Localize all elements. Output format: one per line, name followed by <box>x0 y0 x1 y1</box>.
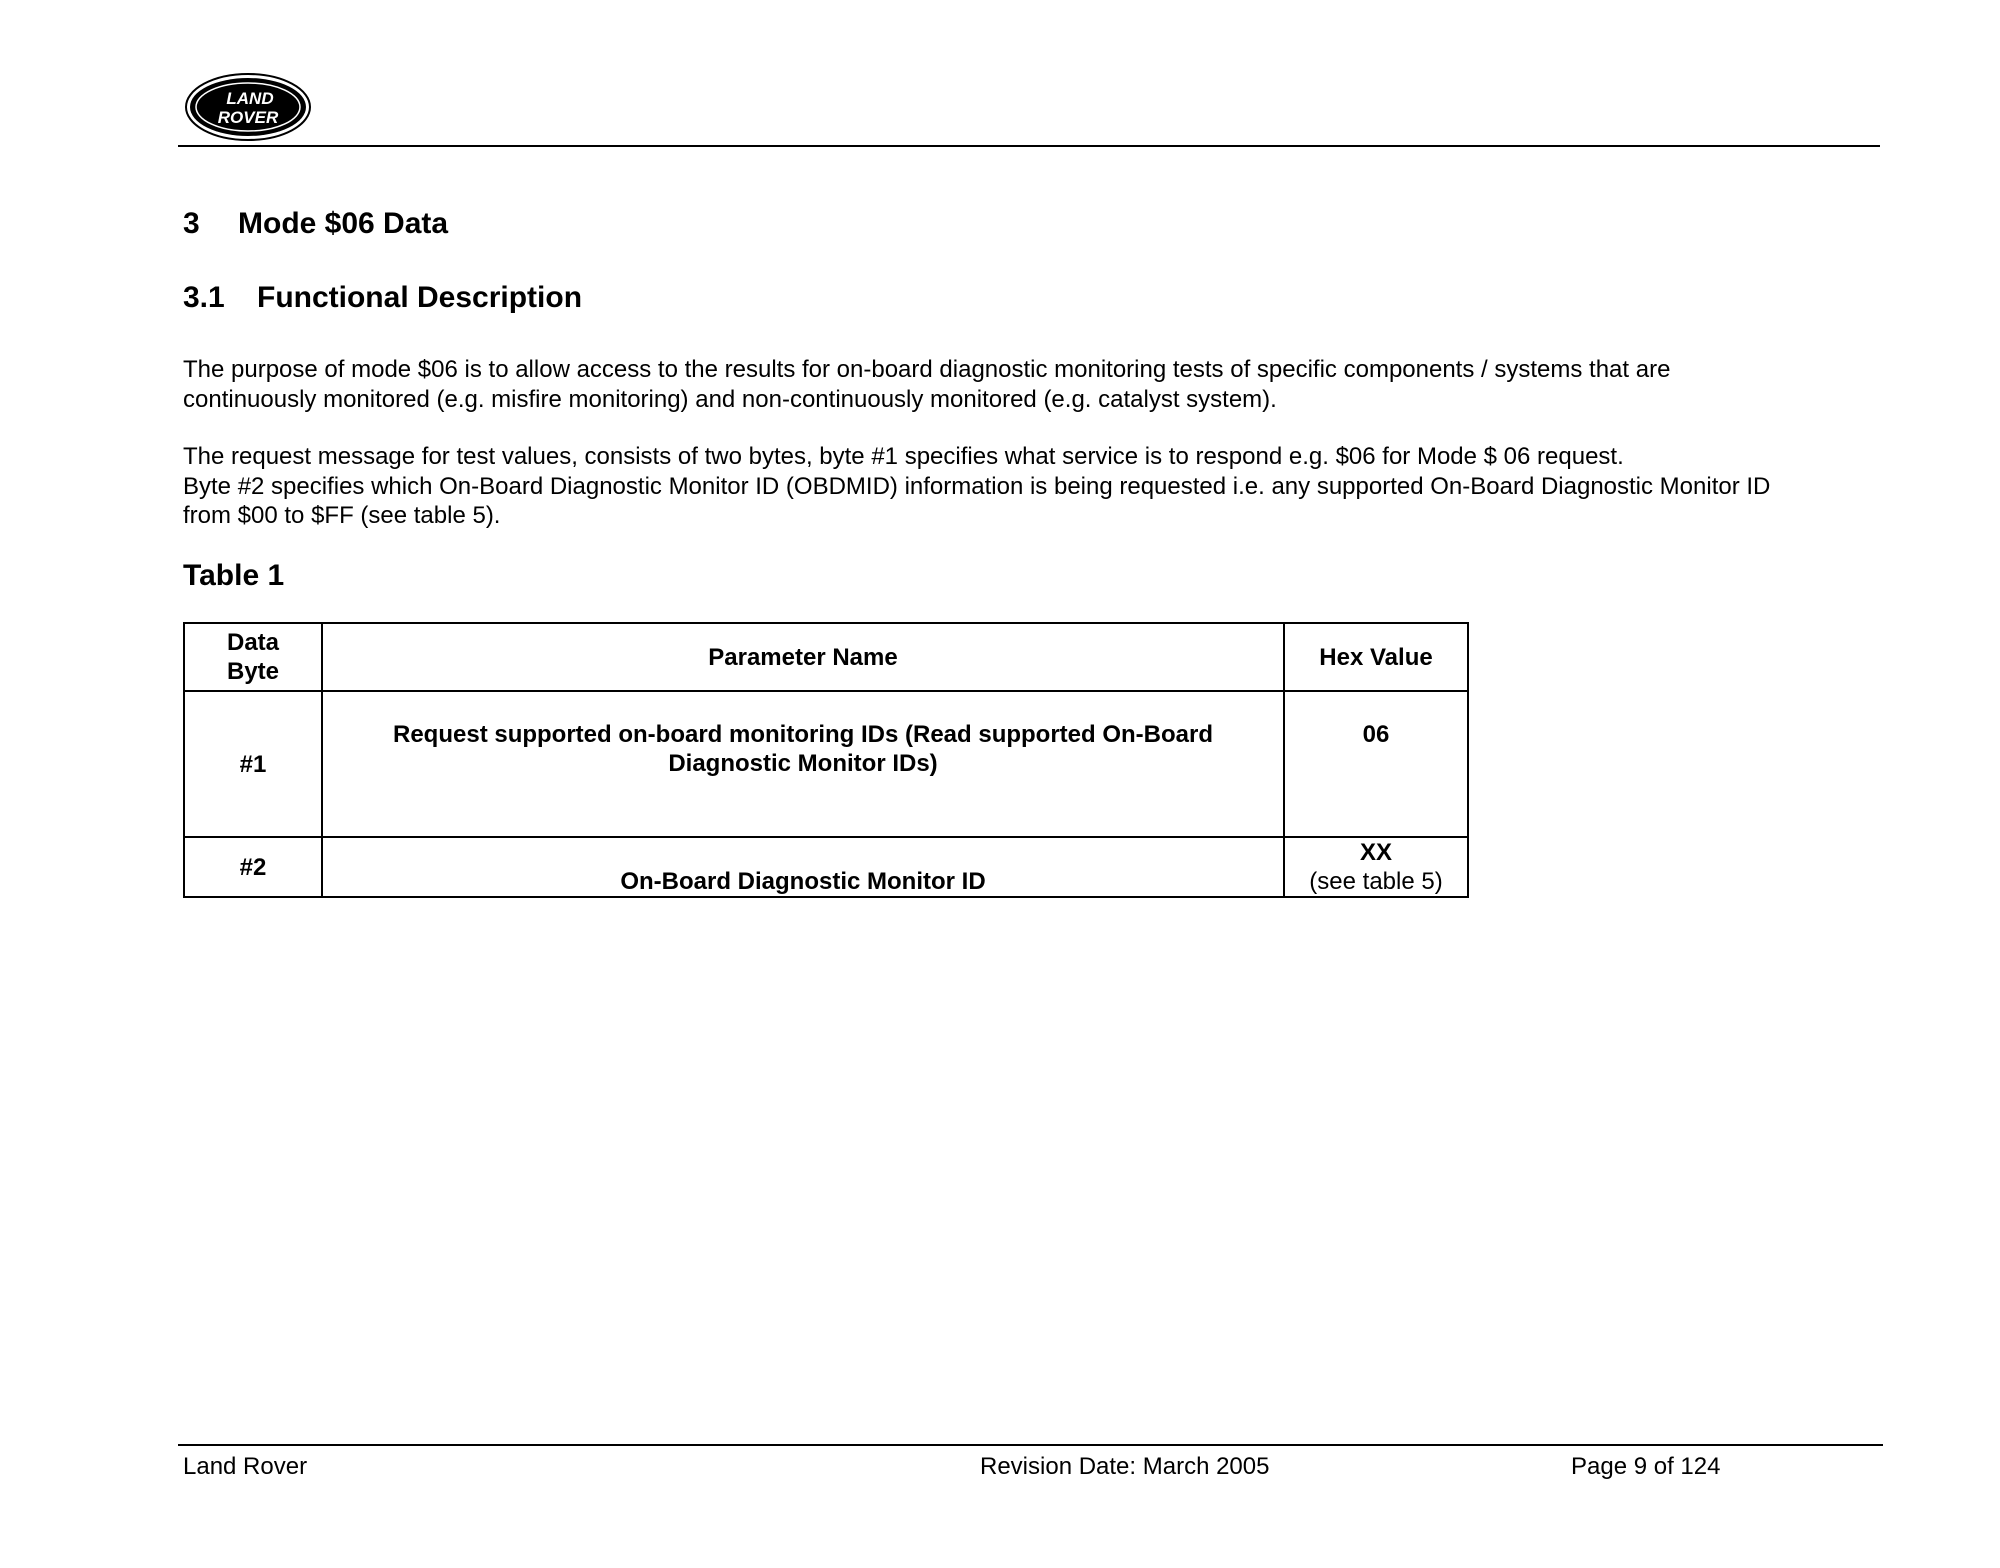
paragraph-line: from $00 to $FF (see table 5). <box>183 502 501 529</box>
cell-hex-value: XX <box>1359 839 1392 866</box>
paragraph-line: The purpose of mode $06 is to allow access to the results for on-board diagnostic monitoring tests of specific components / systems that are <box>183 356 1671 383</box>
cell-byte: #2 <box>184 837 322 897</box>
logo-text-land: LAND <box>226 89 274 108</box>
header-data-byte-line2: Byte <box>226 658 280 685</box>
paragraph-line: continuously monitored (e.g. misfire monitoring) and non-continuously monitored (e.g. catalyst system). <box>183 385 1277 413</box>
table-header-row <box>184 623 1468 691</box>
cell-parameter <box>322 691 1284 837</box>
cell-parameter-line2: Diagnostic Monitor IDs) <box>668 750 938 777</box>
section-heading <box>183 207 448 241</box>
land-rover-logo <box>184 72 312 142</box>
logo-text-rover: ROVER <box>217 108 279 127</box>
cell-hex <box>1284 837 1468 897</box>
cell-hex-note: (see table 5) <box>1309 868 1443 895</box>
table-row <box>184 691 1468 837</box>
data-table <box>183 622 1469 898</box>
header-parameter-name: Parameter Name <box>322 623 1284 691</box>
cell-byte: #1 <box>184 691 322 837</box>
section-number: 3 <box>183 207 200 240</box>
cell-hex: 06 <box>1284 691 1468 837</box>
footer-page-number: Page 9 of 124 <box>1571 1453 1721 1480</box>
table-title: Table 1 <box>183 559 285 592</box>
header-data-byte-line1: Data <box>226 629 280 656</box>
subsection-title: Functional Description <box>257 281 583 314</box>
paragraph-request <box>183 442 1770 531</box>
footer-revision-date: Revision Date: March 2005 <box>980 1453 1270 1480</box>
cell-parameter: On-Board Diagnostic Monitor ID <box>322 837 1284 897</box>
header-hex-value: Hex Value <box>1284 623 1468 691</box>
subsection-number: 3.1 <box>183 281 225 314</box>
footer-left: Land Rover <box>183 1453 308 1480</box>
subsection-heading <box>183 281 582 315</box>
footer-rule <box>178 1444 1883 1446</box>
paragraph-line: Byte #2 specifies which On-Board Diagnostic Monitor ID (OBDMID) information is being requested i.e. any supported On-Board Diagnostic Monitor ID <box>183 472 1771 500</box>
cell-parameter-line1: Request supported on-board monitoring IDs (Read supported On-Board <box>393 721 1213 748</box>
section-title: Mode $06 Data <box>238 207 449 240</box>
header-rule <box>178 145 1880 147</box>
paragraph-purpose <box>183 355 1670 414</box>
paragraph-line: The request message for test values, consists of two bytes, byte #1 specifies what service is to respond e.g. $06 for Mode $ 06 request. <box>183 443 1624 470</box>
header-data-byte <box>184 623 322 691</box>
table-row <box>184 837 1468 897</box>
